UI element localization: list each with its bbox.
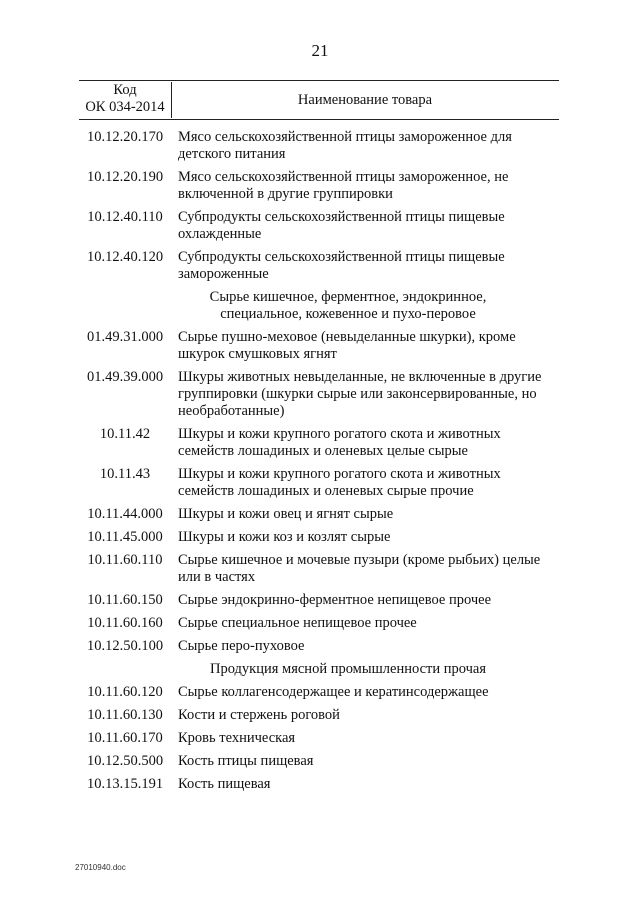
table-row <box>79 776 559 793</box>
row-name: Сырье пушно-меховое (невыделанные шкурки), кроме шкурок смушковых ягнят <box>178 329 516 362</box>
table-row <box>79 684 559 701</box>
row-name: Кость птицы пищевая <box>178 753 314 769</box>
table-row <box>79 638 559 655</box>
row-code: 10.11.60.170 <box>87 730 163 746</box>
row-name: Субпродукты сельскохозяйственной птицы пищевые замороженные <box>178 249 505 282</box>
header-name-column: Наименование товара <box>297 92 433 108</box>
header-classifier-label: ОК 034-2014 <box>85 99 165 115</box>
section-heading-row <box>79 661 559 678</box>
row-code: 10.11.60.150 <box>87 592 163 608</box>
row-name: Сырье коллагенсодержащее и кератинсодержащее <box>178 684 489 700</box>
table-row <box>79 426 559 460</box>
page-number: 21 <box>311 41 329 60</box>
row-name: Сырье эндокринно-ферментное непищевое прочее <box>178 592 492 608</box>
row-name: Кости и стержень роговой <box>178 707 340 723</box>
row-name: Шкуры животных невыделанные, не включенные в другие группировки (шкурки сырые или законсервированные, но необработанные) <box>178 369 542 419</box>
row-code: 01.49.31.000 <box>86 329 164 345</box>
table-row <box>79 552 559 586</box>
section-heading: Сырье кишечное, ферментное, эндокринное, специальное, кожевенное и пухо-перовое <box>209 289 487 322</box>
table-row <box>79 730 559 747</box>
row-code: 10.12.40.110 <box>87 209 163 225</box>
table-row <box>79 466 559 500</box>
row-code: 10.12.20.190 <box>86 169 164 185</box>
row-code: 10.11.60.130 <box>87 707 163 723</box>
row-name: Кровь техническая <box>178 730 296 746</box>
table-row <box>79 369 559 420</box>
product-table <box>79 129 559 799</box>
table-row <box>79 249 559 283</box>
row-name: Мясо сельскохозяйственной птицы замороженное для детского питания <box>178 129 512 162</box>
table-row <box>79 753 559 770</box>
section-heading: Продукция мясной промышленности прочая <box>209 661 487 677</box>
row-code: 10.12.40.120 <box>86 249 164 265</box>
row-code: 10.11.60.120 <box>87 684 163 700</box>
table-row <box>79 129 559 163</box>
row-name: Мясо сельскохозяйственной птицы замороженное, не включенной в другие группировки <box>178 169 509 202</box>
table-header <box>79 80 559 120</box>
row-code: 10.12.50.500 <box>86 753 164 769</box>
row-name: Сырье специальное непищевое прочее <box>178 615 417 631</box>
table-row <box>79 169 559 203</box>
row-code: 10.11.42 <box>99 426 151 442</box>
row-code: 10.11.43 <box>99 466 151 482</box>
row-name: Кость пищевая <box>178 776 271 792</box>
row-name: Шкуры и кожи крупного рогатого скота и животных семейств лошадиных и оленевых сырые прочие <box>178 466 501 499</box>
header-code-label: Код <box>113 82 137 98</box>
table-row <box>79 329 559 363</box>
row-code: 10.12.50.100 <box>86 638 164 654</box>
row-code: 10.12.20.170 <box>86 129 164 145</box>
row-name: Шкуры и кожи овец и ягнят сырые <box>178 506 394 522</box>
row-code: 10.11.60.110 <box>87 552 163 568</box>
table-row <box>79 529 559 546</box>
section-heading-row <box>79 289 559 323</box>
table-row <box>79 209 559 243</box>
header-code-column <box>79 82 172 118</box>
row-name: Сырье перо-пуховое <box>178 638 305 654</box>
table-row <box>79 707 559 724</box>
row-name: Шкуры и кожи коз и козлят сырые <box>178 529 391 545</box>
row-code: 10.11.45.000 <box>87 529 163 545</box>
table-row <box>79 615 559 632</box>
row-name: Сырье кишечное и мочевые пузыри (кроме рыбьих) целые или в частях <box>178 552 541 585</box>
row-code: 10.13.15.191 <box>86 776 164 792</box>
row-code: 01.49.39.000 <box>86 369 164 385</box>
table-row <box>79 506 559 523</box>
row-name: Шкуры и кожи крупного рогатого скота и животных семейств лошадиных и оленевых целые сырые <box>178 426 501 459</box>
row-code: 10.11.60.160 <box>87 615 163 631</box>
table-row <box>79 592 559 609</box>
row-code: 10.11.44.000 <box>87 506 163 522</box>
document-filename: 27010940.doc <box>75 863 126 872</box>
row-name: Субпродукты сельскохозяйственной птицы пищевые охлажденные <box>178 209 505 242</box>
